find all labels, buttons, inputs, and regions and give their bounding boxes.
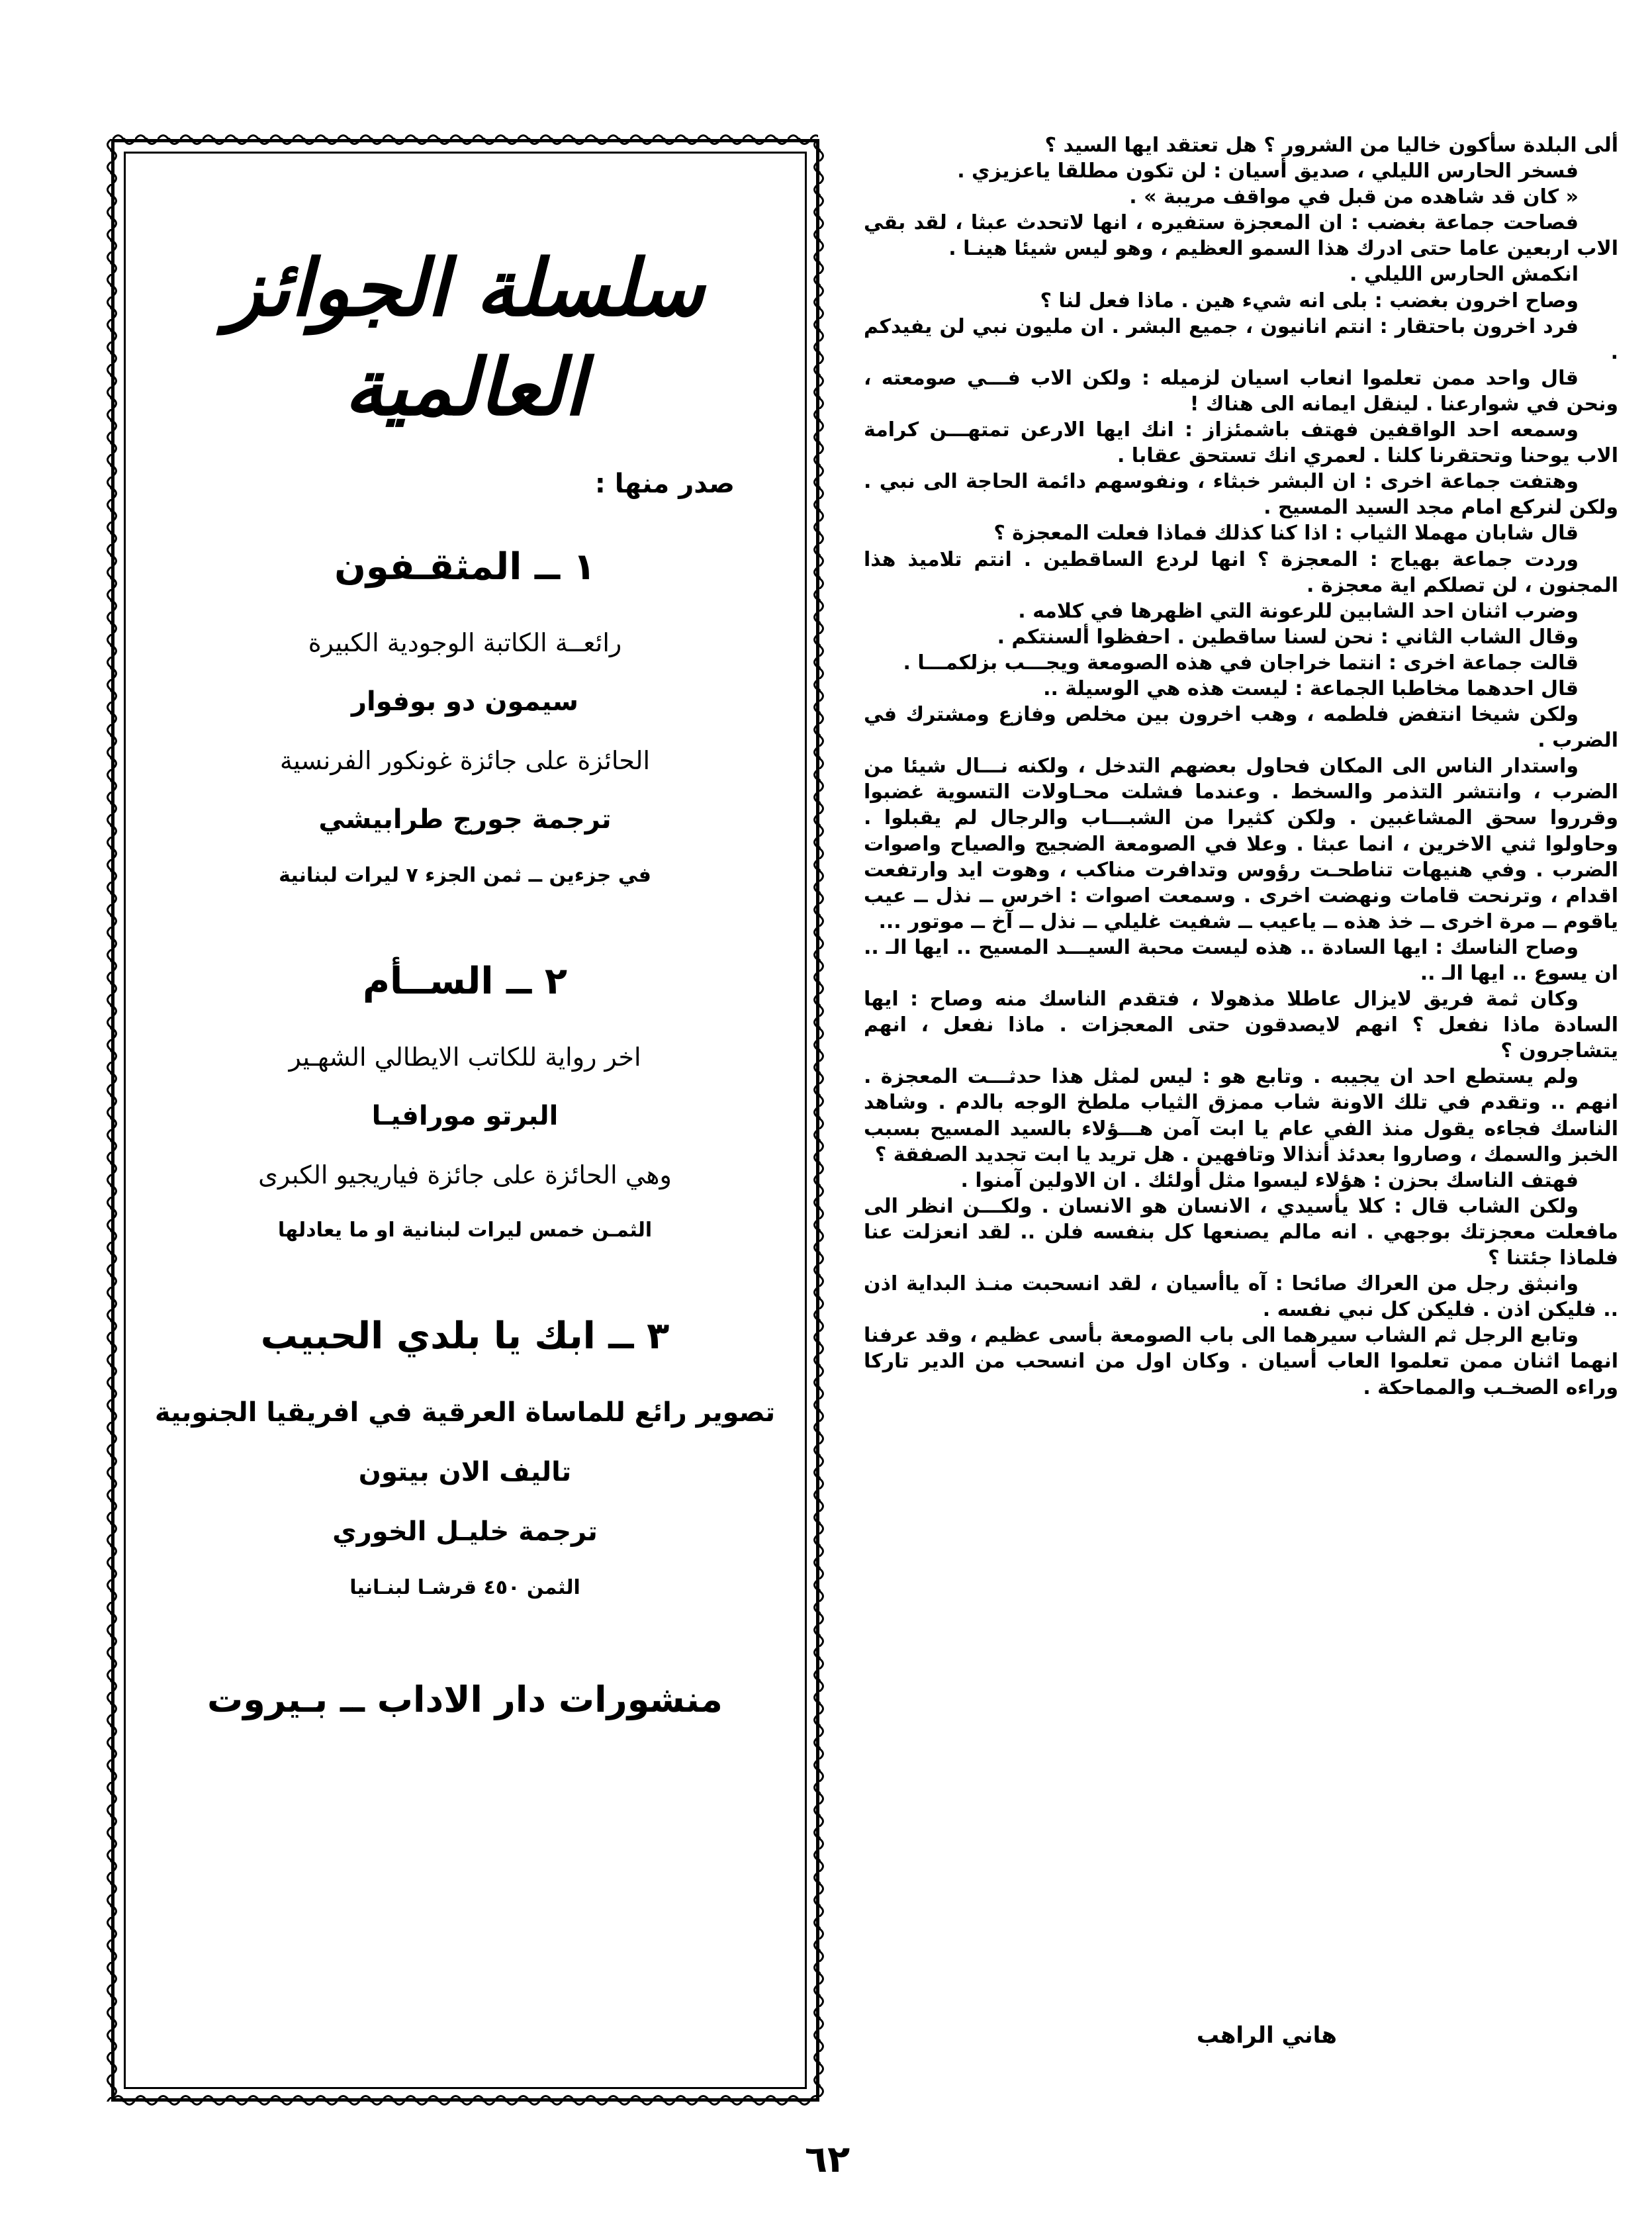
article-paragraph: قال واحد ممن تعلموا انعاب اسيان لزميله : ولكن الاب فـــي صومعته ، ونحن في شوارعنا . لينقل ايمانه الى هناك ! bbox=[864, 366, 1618, 416]
ornament-bottom-svg bbox=[113, 2090, 818, 2110]
book3-author: تاليف الان بيتون bbox=[358, 1457, 572, 1487]
article-paragraph: وتابع الرجل ثم الشاب سيرهما الى باب الصومعة بأسى عظيم ، وقد عرفنا انهما اثنان ممن تعلموا العاب أسيان . وكان اول من انسحب من الدير تاركا وراءه الصخـب والمماحكة . bbox=[864, 1324, 1618, 1399]
book3-title: ٣ ــ ابك يا بلدي الحبيب bbox=[260, 1315, 670, 1358]
ornament-top-svg bbox=[113, 130, 818, 150]
book3-desc: تصوير رائع للماساة العرقية في افريقيا الجنوبية bbox=[154, 1397, 776, 1428]
book1-desc: رائعــة الكاتبة الوجودية الكبيرة bbox=[308, 628, 622, 657]
book3-price: الثمن ٤٥٠ قرشـا لبنـانيا bbox=[349, 1576, 580, 1599]
book1-price: في جزءين ــ ثمن الجزء ٧ ليرات لبنانية bbox=[279, 864, 651, 887]
frame-ornament-top bbox=[113, 130, 818, 150]
book2-author: البرتو مورافيـا bbox=[371, 1101, 559, 1131]
article-paragraph: فسخر الحارس الليلي ، صديق أسيان : لن تكون مطلقا ياعزيزي . bbox=[957, 160, 1579, 183]
ad-content bbox=[126, 165, 804, 1720]
book2-desc: اخر رواية للكاتب الايطالي الشهـير bbox=[289, 1043, 641, 1072]
page-number: ٦٢ bbox=[804, 2138, 850, 2181]
article-paragraph: فرد اخرون باحتقار : انتم انانيون ، جميع البشر . ان مليون نبي لن يفيدكم . bbox=[864, 314, 1618, 364]
article-paragraph: واستدار الناس الى المكان فحاول بعضهم التدخل ، ولكنه نـــال شيئا من الضرب ، وانتشر التذمر والسخط . وعندما فشلت محـاولات التسوية غضبوا وقرروا سحق المشاغبين . ولكن كثيرا من الشبـــاب والرجال لم يقبلوا . وحاولوا ثني الاخرين ، انما عبثا . وعلا في الصومعة الضجيج والصياح واصوات الضرب . وفي هنيهات تناطحـت رؤوس وتدافرت مناكب ، وهوت ايد وارتفعت اقدام ، وترنحت قامات ونهضت اخرى . وسمعت اصوات : اخرس ــ نذل ــ عيب ياقوم ــ مرة اخرى ــ خذ هذه ــ ياعيب ــ شفيت غليلي ــ نذل ــ آخ ــ موتور ... bbox=[864, 755, 1618, 933]
article-paragraph: فهتف الناسك بحزن : هؤلاء ليسوا مثل أولئك . ان الاولين آمنوا . bbox=[960, 1168, 1579, 1192]
article-paragraph: ولكن الشاب قال : كلا يأسيدي ، الانسان هو الانسان . ولكـــن انظر الى مافعلت معجزتك بوجهي . انه مالم يصنعها كل بنفسه فلن .. لقد انعزلت عنا فلماذا جئتنا ؟ bbox=[864, 1194, 1618, 1270]
article-paragraph: وسمعه احد الواقفين فهتف باشمئزاز : انك ايها الارعن تمتهـــن كرامة الاب يوحنا وتحتقرنا كلنا . لعمري انك تستحق عقابا . bbox=[864, 418, 1618, 468]
article-paragraph: وهتفت جماعة اخرى : ان البشر خبثاء ، ونفوسهم دائمة الحاجة الى نبي . ولكن لنركع امام مجد السيد المسيح . bbox=[864, 470, 1618, 520]
book1-translator: ترجمة جورج طرابيشي bbox=[318, 804, 612, 835]
frame-ornament-bottom bbox=[113, 2090, 818, 2110]
book2-title: ٢ ــ الســأم bbox=[362, 960, 568, 1003]
article-paragraph: وصاح الناسك : ايها السادة .. هذه ليست محبة السيـــد المسيح .. ايها الـ .. ان يسوع .. ايها الـ .. bbox=[864, 935, 1618, 985]
article-paragraph: قال احدهما مخاطبا الجماعة : ليست هذه هي الوسيلة .. bbox=[1043, 676, 1579, 700]
article-paragraph: وردت جماعة بهياج : المعجزة ؟ انها لردع الساقطين . انتم تلاميذ هذا المجنون ، لن تصلكم اية معجزة . bbox=[864, 547, 1618, 597]
article-paragraph: « كان قد شاهده من قبل في مواقف مريبة » . bbox=[1129, 185, 1579, 209]
book1-title: ١ ــ المثقـفون bbox=[334, 545, 596, 588]
article-paragraph: وكان ثمة فريق لايزال عاطلا مذهولا ، فتقدم الناسك منه وصاح : ايها السادة ماذا نفعل ؟ انهم لايصدقون حتى المعجزات . ماذا نفعل ، انهم يتشاجرون ؟ bbox=[864, 988, 1618, 1063]
article-paragraph: انكمش الحارس الليلي . bbox=[1350, 263, 1579, 287]
book1-author: سيمون دو بوفوار bbox=[351, 686, 579, 717]
article-paragraph: ولكن شيخا انتفض فلطمه ، وهب اخرون بين مخلص وفازع ومشترك في الضرب . bbox=[864, 703, 1618, 753]
ornament-left-svg bbox=[102, 139, 122, 2102]
author-signature: هاني الراهب bbox=[1196, 2022, 1337, 2049]
book3-translator: ترجمة خليـل الخوري bbox=[332, 1516, 598, 1547]
publisher-line: منشورات دار الاداب ــ بـيروت bbox=[207, 1679, 723, 1720]
book2-award: وهي الحائزة على جائزة فياريجيو الكبرى bbox=[258, 1160, 672, 1189]
article-paragraph: وقال الشاب الثاني : نحن لسنا ساقطين . احفظوا ألسنتكم . bbox=[997, 625, 1579, 649]
issued-label: صدر منها : bbox=[594, 469, 735, 499]
ornament-right-svg bbox=[809, 139, 829, 2102]
frame-ornament-right bbox=[809, 139, 829, 2102]
article-paragraph: وصاح اخرون بغضب : بلى انه شيء هين . ماذا فعل لنا ؟ bbox=[1040, 289, 1579, 312]
book1-award: الحائزة على جائزة غونكور الفرنسية bbox=[279, 746, 651, 775]
article-paragraph: ولم يستطع احد ان يجيبه . وتابع هو : ليس لمثل هذا حدثـــت المعجزة . انهم .. وتقدم في تلك الاونة شاب ممزق الثياب ملطخ الوجه بالدم . وشاهد الناسك فجاءه يقول منذ الفي عام يا ابت آمن هـــؤلاء بالسيد المسيح بسبب الخبز والسمك ، وصاروا بعدئذ أنذالا وتافهين . هل تريد يا ابت تجديد الصفقة ؟ bbox=[864, 1065, 1618, 1166]
article-paragraph: وانبثق رجل من العراك صائحا : آه ياأسيان ، لقد انسحبت منـذ البداية اذن .. فليكن اذن . فليكن كل نبي نفسه . bbox=[864, 1272, 1618, 1322]
series-title: سلسلة الجوائز العالمية bbox=[225, 242, 705, 433]
article-paragraph: وضرب اثنان احد الشابين للرعونة التي اظهرها في كلامه . bbox=[1018, 599, 1579, 623]
article-paragraph: فصاحت جماعة بغضب : ان المعجزة ستفيره ، انها لاتحدث عبثا ، لقد بقي الاب اربعين عاما حتى ادرك هذا السمو العظيم ، وهو ليس شيئا هينـا . bbox=[864, 211, 1618, 261]
frame-ornament-left bbox=[102, 139, 122, 2102]
book2-price: الثمـن خمس ليرات لبنانية او ما يعادلها bbox=[277, 1219, 653, 1242]
article-paragraph: ألى البلدة سأكون خاليا من الشرور ؟ هل تعتقد ايها السيد ؟ bbox=[1044, 134, 1618, 157]
article-paragraph: قالت جماعة اخرى : انتما خراجان في هذه الصومعة ويجـــب بزلكمـــا . bbox=[903, 651, 1579, 674]
article-body bbox=[864, 132, 1618, 1401]
article-paragraph: قال شابان مهملا الثياب : اذا كنا كذلك فماذا فعلت المعجزة ؟ bbox=[993, 522, 1579, 545]
